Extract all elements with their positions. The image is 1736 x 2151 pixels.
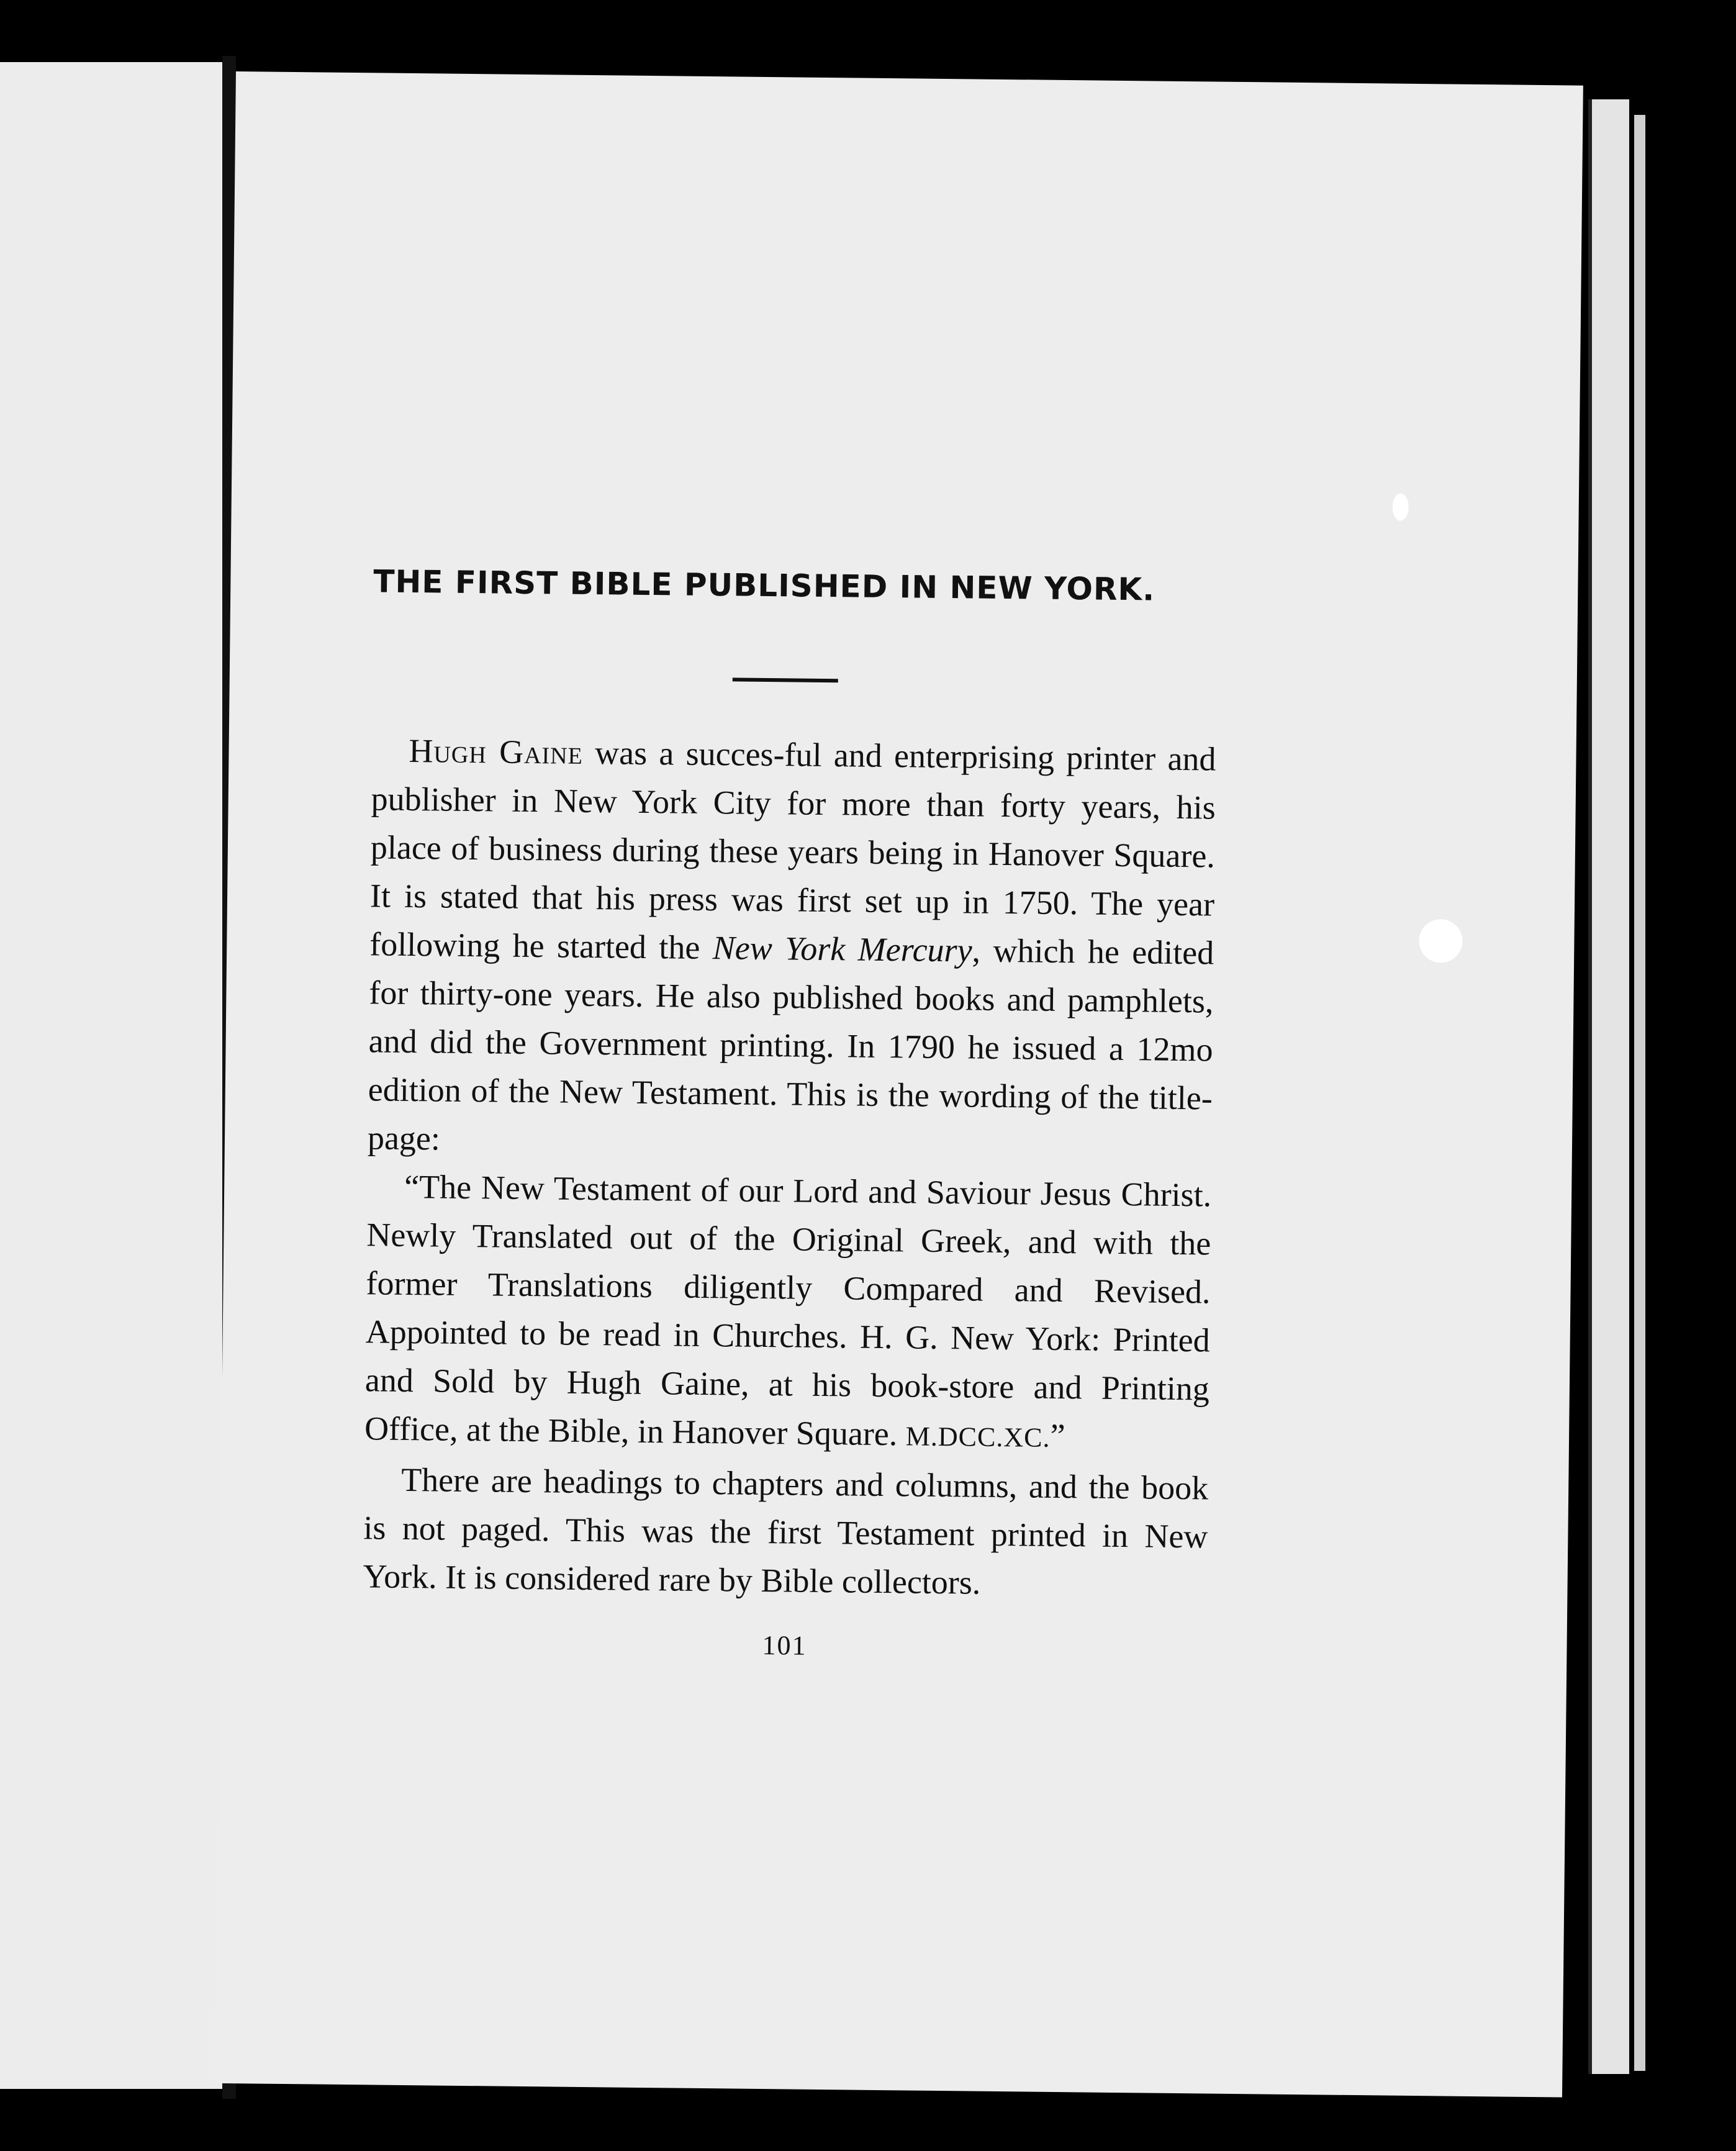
newspaper-title: New York Mercury <box>712 929 972 969</box>
lead-name: Hugh Gaine <box>409 731 584 771</box>
paragraph-1-text-after: , which he edited for thirty-one years. He also published books and pamphlets, and did the Government printing. In 1790 he issued a 12mo edition of the New Testament. This is the wording of the title-page: <box>367 931 1214 1157</box>
page-text-block <box>362 563 1218 1665</box>
page-edge <box>1588 99 1629 2074</box>
date-roman: M.DCC.XC. <box>905 1421 1051 1453</box>
paper-flaw <box>1419 919 1463 963</box>
paragraph-2-close-quote: ” <box>1050 1416 1065 1455</box>
paragraph-2-text: “The New Testament of our Lord and Saviour Jesus Christ. Newly Translated out of the Original Greek, and with the former Translations diligently Compared and Revised. Appointed to be read in Churches. H. G. New York: Printed and Sold by Hugh Gaine, at his book-store and Printing Office, at the Bible, in Hanover Square. <box>364 1167 1212 1453</box>
title-rule <box>733 677 838 682</box>
paper-flaw <box>1393 494 1409 521</box>
paragraph-3 <box>363 1455 1208 1609</box>
body-text <box>363 726 1216 1609</box>
page-number: 101 <box>762 1630 807 1661</box>
paragraph-1 <box>368 726 1216 1171</box>
page-edge-inner <box>1634 115 1645 2071</box>
paragraph-1-text: was a succes-ful and enterprising printer and publisher in New York City for more than forty years, his place of business during these years being in Hanover Square. It is stated that his press was first set up in 1750. The year following he started the <box>369 733 1216 967</box>
paragraph-2 <box>364 1162 1212 1464</box>
facing-page-blank <box>0 62 222 2089</box>
paragraph-3-text: There are headings to chapters and columns, and the book is not paged. This was the first Testament printed in New York. It is considered rare by Bible collectors. <box>363 1460 1209 1601</box>
book-page <box>215 71 1583 2098</box>
chapter-title: THE FIRST BIBLE PUBLISHED IN NEW YORK. <box>373 563 1155 608</box>
